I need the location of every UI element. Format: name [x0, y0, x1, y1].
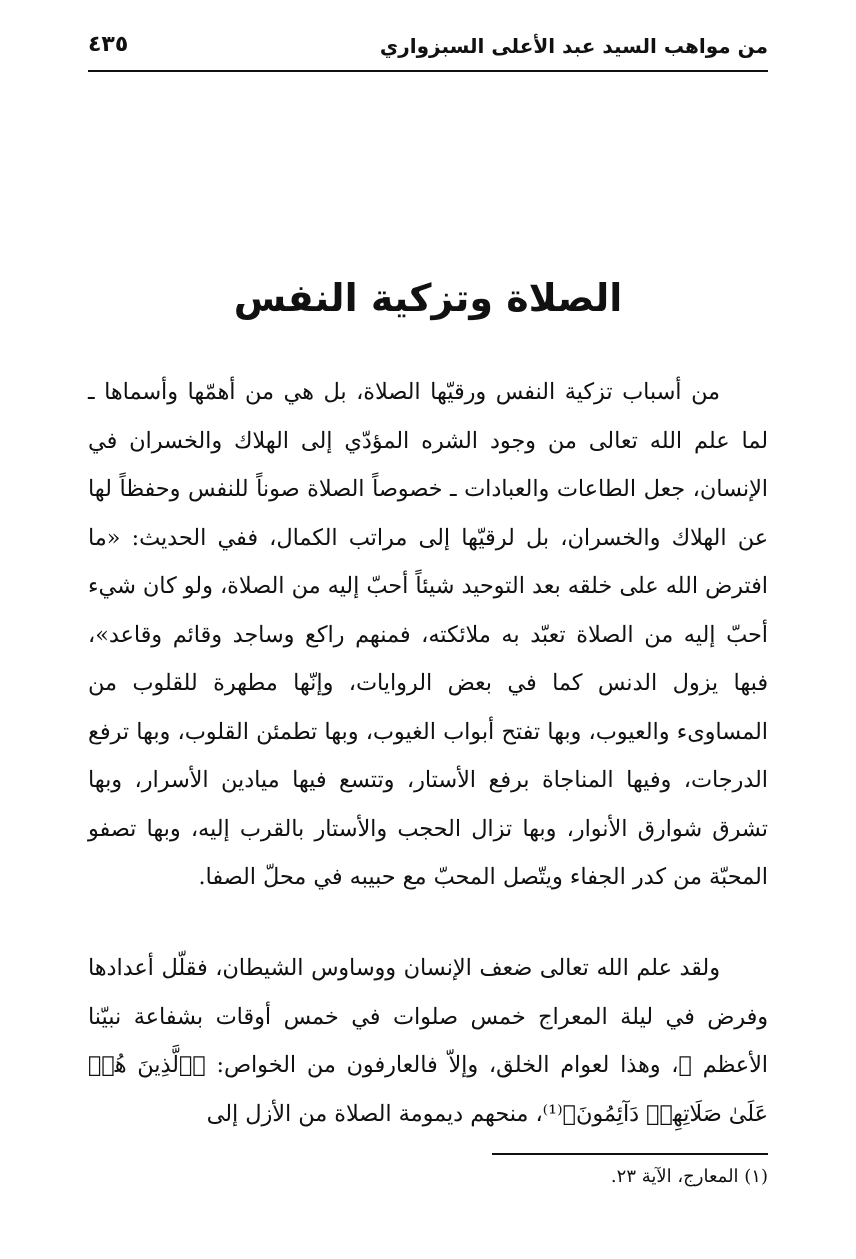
paragraph: ولقد علم الله تعالى ضعف الإنسان ووساوس الشيطان، فقلّل أعدادها وفرض في ليلة المعراج خمس صلوات في خمس أوقات بشفاعة نبيّنا الأعظم ﷺ، وهذا لعوام الخلق، وإلاّ فالعارفون من الخواص: ﴿ٱلَّذِينَ هُمۡ عَلَىٰ صَلَاتِهِمۡ دَآئِمُونَ﴾⁽¹⁾، منحهم ديمومة الصلاة من الأزل إلى	[88, 955, 768, 1127]
paragraph: من أسباب تزكية النفس ورقيّها الصلاة، بل هي من أهمّها وأسماها ـ لما علم الله تعالى من وجود الشره المؤدّي إلى الهلاك والخسران في الإنسان، جعل الطاعات والعبادات ـ خصوصاً الصلاة صوناً للنفس وحفظاً لها عن الهلاك والخسران، بل لرقيّها إلى مراتب الكمال، ففي الحديث: «ما افترض الله على خلقه بعد التوحيد شيئاً أحبّ إليه من الصلاة، ولو كان شيء أحبّ إليه من الصلاة تعبّد به ملائكته، فمنهم راكع وساجد وقائم وقاعد»، فبها يزول الدنس كما في بعض الروايات، وإنّها مطهرة للقلوب من المساوىء والعيوب، وبها تفتح أبواب الغيوب، وبها تطمئن القلوب، وبها ترفع الدرجات، وفيها المناجاة برفع الأستار، وتتسع فيها ميادين الأسرار، وبها تشرق شوارق الأنوار، وبها تزال الحجب والأستار بالقرب إليه، وبها تصفو المحبّة من كدر الجفاء ويتّصل المحبّ مع حبيبه في محلّ الصفا.	[88, 379, 768, 890]
chapter-title: الصلاة وتزكية النفس	[233, 276, 623, 320]
body-text-block-1	[88, 368, 768, 902]
footnote: (١) المعارج، الآية ٢٣.	[610, 1166, 768, 1187]
footnote-divider	[492, 1153, 768, 1155]
header-divider	[88, 70, 768, 72]
body-text-block-2	[88, 944, 768, 1138]
running-header-title: من مواهب السيد عبد الأعلى السبزواري	[379, 34, 768, 58]
running-header	[88, 32, 768, 68]
page-number: ٤٣٥	[88, 32, 129, 57]
